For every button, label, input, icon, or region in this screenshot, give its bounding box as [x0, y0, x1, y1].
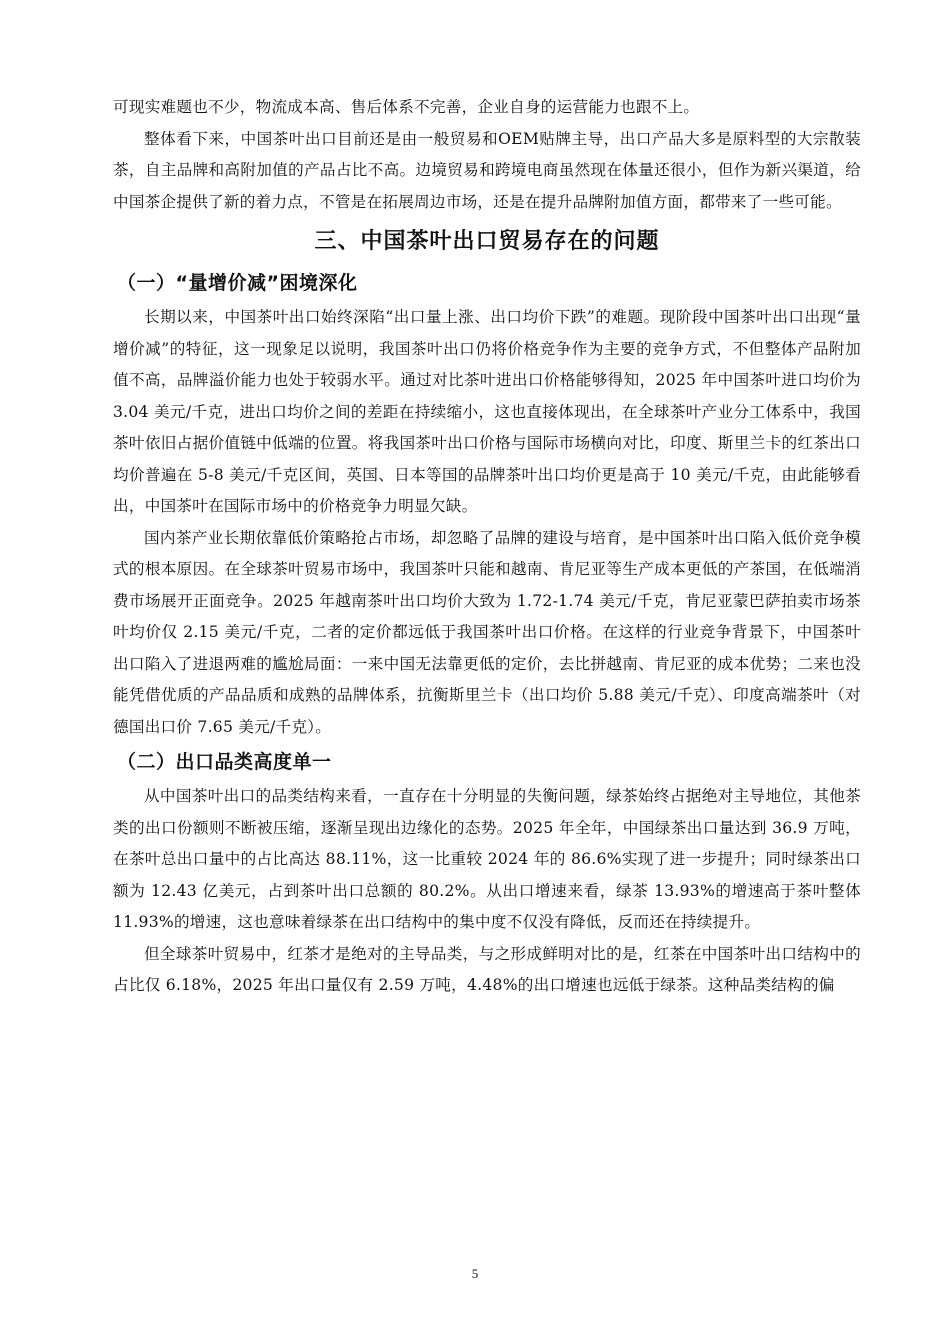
section-heading: 三、中国茶叶出口贸易存在的问题	[314, 229, 660, 254]
page-number: 5	[471, 1266, 479, 1281]
body-paragraph: 整体看下来，中国茶叶出口目前还是由一般贸易和OEM贴牌主导，出口产品大多是原料型的大宗散装茶，自主品牌和高附加值的产品占比不高。边境贸易和跨境电商虽然现在体量还很小，但作为新兴渠道，给中国茶企提供了新的着力点，不管是在拓展周边市场，还是在提升品牌附加值方面，都带来了一些可能。	[113, 129, 861, 211]
body-paragraph: 从中国茶叶出口的品类结构来看，一直存在十分明显的失衡问题，绿茶始终占据绝对主导地位，其他茶类的出口份额则不断被压缩，逐渐呈现出边缘化的态势。2025 年全年，中国绿茶出口量达到 36.9 万吨，在茶叶总出口量中的占比高达 88.11%，这一比重较 2024 年的 86.6%实现了进一步提升；同时绿茶出口额为 12.43 亿美元，占到茶叶出口总额的 80.2%。从出口增速来看，绿茶 13.93%的增速高于茶叶整体 11.93%的增速，这也意味着绿茶在出口结构中的集中度不仅没有降低，反而还在持续提升。	[113, 787, 861, 931]
page-body	[113, 92, 861, 1002]
body-paragraph: 可现实难题也不少，物流成本高、售后体系不完善，企业自身的运营能力也跟不上。	[113, 98, 700, 116]
subsection-heading-2: （二）出口品类高度单一	[117, 751, 332, 773]
body-paragraph: 但全球茶叶贸易中，红茶才是绝对的主导品类，与之形成鲜明对比的是，红茶在中国茶叶出口结构中的占比仅 6.18%，2025 年出口量仅有 2.59 万吨，4.48%的出口增速也远低于绿茶。这种品类结构的偏	[113, 944, 861, 994]
body-paragraph: 长期以来，中国茶叶出口始终深陷“出口量上涨、出口均价下跌”的难题。现阶段中国茶叶出口出现“量增价减”的特征，这一现象足以说明，我国茶叶出口仍将价格竞争作为主要的竞争方式，不但整体产品附加值不高，品牌溢价能力也处于较弱水平。通过对比茶叶进出口价格能够得知，2025 年中国茶叶进口均价为 3.04 美元/千克，进出口均价之间的差距在持续缩小，这也直接体现出，在全球茶叶产业分工体系中，我国茶叶依旧占据价值链中低端的位置。将我国茶叶出口价格与国际市场横向对比，印度、斯里兰卡的红茶出口均价普遍在 5-8 美元/千克区间，英国、日本等国的品牌茶叶出口均价更是高于 10 美元/千克，由此能够看出，中国茶叶在国际市场中的价格竞争力明显欠缺。	[113, 308, 861, 515]
subsection-heading-1: （一）“量增价减”困境深化	[117, 272, 358, 294]
body-paragraph: 国内茶产业长期依靠低价策略抢占市场，却忽略了品牌的建设与培育，是中国茶叶出口陷入低价竞争模式的根本原因。在全球茶叶贸易市场中，我国茶叶只能和越南、肯尼亚等生产成本更低的产茶国，在低端消费市场展开正面竞争。2025 年越南茶叶出口均价大致为 1.72-1.74 美元/千克，肯尼亚蒙巴萨拍卖市场茶叶均价仅 2.15 美元/千克，二者的定价都远低于我国茶叶出口价格。在这样的行业竞争背景下，中国茶叶出口陷入了进退两难的尴尬局面：一来中国无法靠更低的定价，去比拼越南、肯尼亚的成本优势；二来也没能凭借优质的产品品质和成熟的品牌体系，抗衡斯里兰卡（出口均价 5.88 美元/千克）、印度高端茶叶（对德国出口价 7.65 美元/千克）。	[113, 528, 861, 736]
